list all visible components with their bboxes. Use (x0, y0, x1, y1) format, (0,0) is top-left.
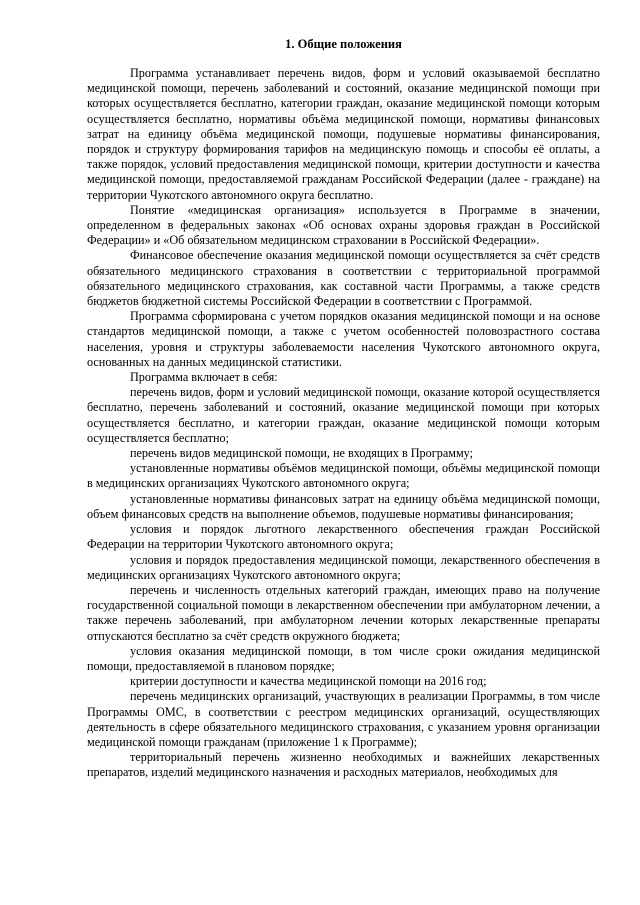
list-item-citizen-categories: перечень и численность отдельных категорий граждан, имеющих право на получение государственной социальной помощи в лекарственном обеспечении при амбулаторном лечении, а также перечень заболеваний, при амбулаторном лечении которых лекарственные препараты отпускаются бесплатно за счёт средств окружного бюджета; (87, 582, 600, 643)
document-page (87, 37, 600, 781)
list-item-excluded-care: перечень видов медицинской помощи, не входящих в Программу; (130, 446, 473, 461)
list-item-organizations-list: перечень медицинских организаций, участвующих в реализации Программы, в том числе Программы ОМС, в соответствии с реестром медицинских организаций, осуществляющих деятельность в сфере обязательного медицинского страхования, с указанием уровня организации медицинской помощи гражданам (приложение 1 к Программе); (87, 689, 600, 749)
paragraph-program-includes: Программа включает в себя: (130, 370, 278, 385)
section-heading: 1. Общие положения (285, 37, 402, 51)
list-item-preferential-drugs: условия и порядок льготного лекарственного обеспечения граждан Российской Федерации на территории Чукотского автономного округа; (87, 522, 600, 552)
paragraph-intro: Программа устанавливает перечень видов, форм и условий оказываемой бесплатно медицинской помощи, перечень заболеваний и состояний, оказание медицинской помощи при которых осуществляется бесплатно, категории граждан, оказание медицинской помощи которым осуществляется бесплатно, нормативы объёма медицинской помощи, нормативы финансовых затрат на единицу объёма медицинской помощи, подушевые нормативы финансирования, порядок и структуру формирования тарифов на медицинскую помощь и способы её оплаты, а также порядок, условий предоставления медицинской помощи, критерии доступности и качества медицинской помощи, предоставляемой гражданам Российской Федерации (далее - граждане) на территории Чукотского автономного округа бесплатно. (87, 66, 600, 202)
paragraph-financing: Финансовое обеспечение оказания медицинской помощи осуществляется за счёт средств обязательного медицинского страхования в соответствии с территориальной программой обязательного медицинского страхования, как составной части Программы, а также средств бюджетов бюджетной системы Российской Федерации в соответствии с Программой. (87, 248, 600, 309)
paragraph-program-formation: Программа сформирована с учетом порядков оказания медицинской помощи и на основе стандартов медицинской помощи, а также с учетом особенностей половозрастного состава населения, уровня и структуры заболеваемости населения Чукотского автономного округа, основанных на данных медицинской статистики. (87, 309, 600, 369)
list-item-cost-norms: установленные нормативы финансовых затрат на единицу объёма медицинской помощи, объем финансовых средств на выполнение объемов, подушевые нормативы финансирования; (87, 491, 600, 521)
paragraph-medical-organization-term: Понятие «медицинская организация» используется в Программе в значении, определенном в федеральных законах «Об основах охраны здоровья граждан в Российской Федерации» и «Об обязательном медицинском страховании в Российской Федерации». (87, 202, 600, 248)
list-item-essential-drugs: территориальный перечень жизненно необходимых и важнейших лекарственных препаратов, изделий медицинского назначения и расходных материалов, необходимых для (87, 750, 600, 780)
list-item-types-forms-conditions: перечень видов, форм и условий медицинской помощи, оказание которой осуществляется бесплатно, перечень заболеваний и состояний, оказание медицинской помощи при которых осуществляется бесплатно, и категории граждан, оказание медицинской помощи которым осуществляется бесплатно; (87, 385, 600, 445)
list-item-quality-criteria: критерии доступности и качества медицинской помощи на 2016 год; (130, 674, 487, 689)
list-item-waiting-times: условия оказания медицинской помощи, в том числе сроки ожидания медицинской помощи, предоставляемой в плановом порядке; (87, 643, 600, 673)
list-item-care-provision-conditions: условия и порядок предоставления медицинской помощи, лекарственного обеспечения в медицинских организациях Чукотского автономного округа; (87, 552, 600, 582)
list-item-volume-norms: установленные нормативы объёмов медицинской помощи, объёмы медицинской помощи в медицинских организациях Чукотского автономного округа; (87, 461, 600, 491)
